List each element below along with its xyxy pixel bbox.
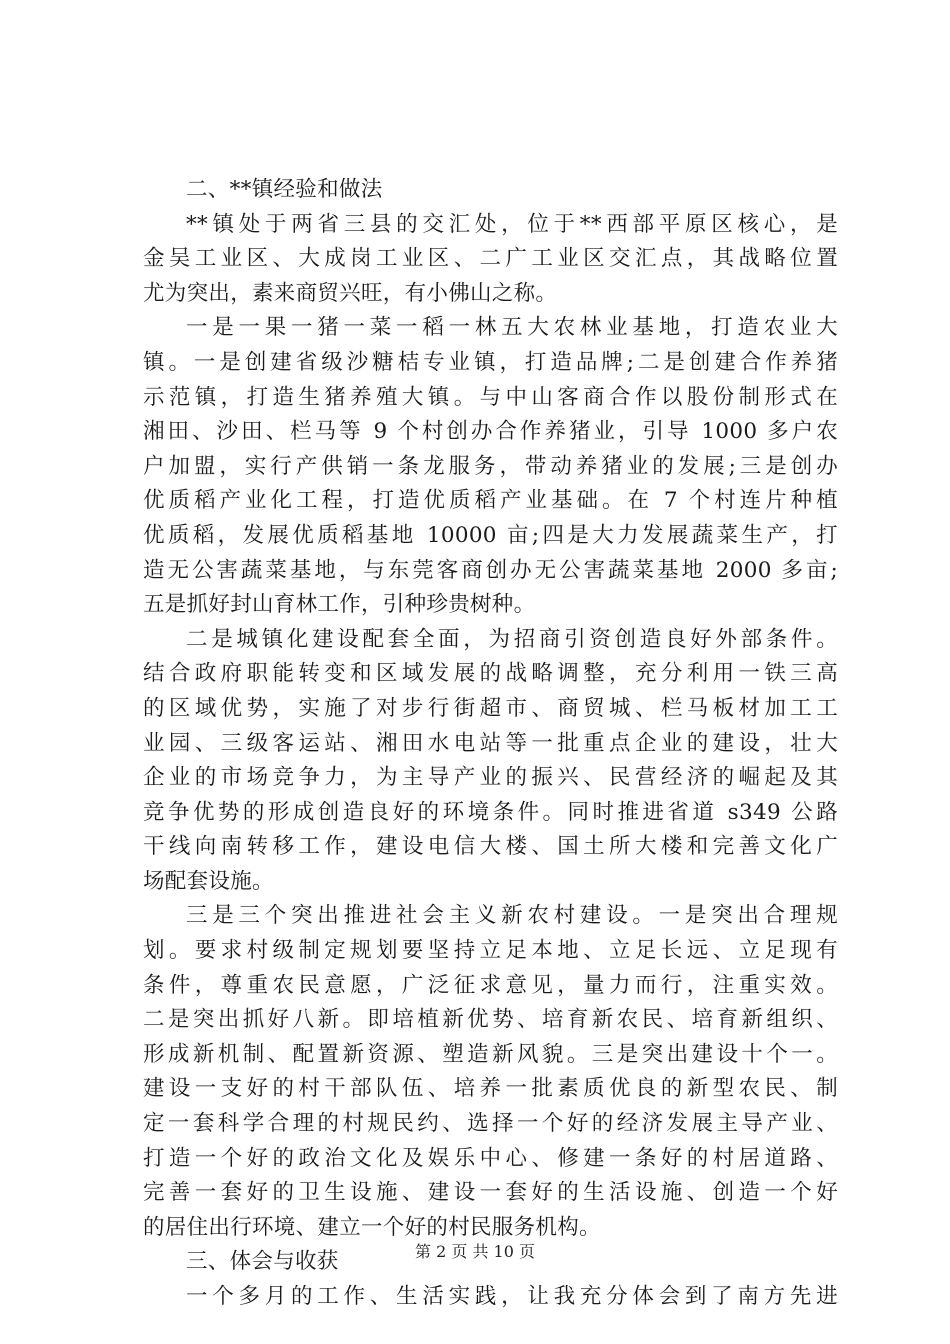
paragraph-line: 优质稻，发展优质稻基地 10000 亩;四是大力发展蔬菜生产，打 <box>143 522 838 548</box>
paragraph-line: 镇。一是创建省级沙糖桔专业镇，打造品牌;二是创建合作养猪 <box>143 349 838 375</box>
paragraph-line: 完善一套好的卫生设施、建设一套好的生活设施、创造一个好 <box>143 1180 838 1206</box>
paragraph-line: 二是突出抓好八新。即培植新优势、培育新农民、培育新组织、 <box>143 1007 838 1033</box>
paragraph-line: 优质稻产业化工程，打造优质稻产业基础。在 7 个村连片种植 <box>143 488 838 514</box>
paragraph-line: 条件，尊重农民意愿，广泛征求意见，量力而行，注重实效。 <box>143 972 838 998</box>
paragraph-line: 示范镇，打造生猪养殖大镇。与中山客商合作以股份制形式在 <box>143 384 838 410</box>
paragraph-line: **镇处于两省三县的交汇处，位于**西部平原区核心，是 <box>186 211 838 237</box>
paragraph-line: 定一套科学合理的村规民约、选择一个好的经济发展主导产业、 <box>143 1111 838 1137</box>
paragraph-line: 结合政府职能转变和区域发展的战略调整，充分利用一铁三高 <box>143 661 838 687</box>
paragraph-line: 打造一个好的政治文化及娱乐中心、修建一条好的村居道路、 <box>143 1145 838 1171</box>
paragraph-line: 的居住出行环境、建立一个好的村民服务机构。 <box>143 1214 601 1240</box>
section-heading: 三、体会与收获 <box>186 1249 339 1275</box>
paragraph-line: 业园、三级客运站、湘田水电站等一批重点企业的建设，壮大 <box>143 730 838 756</box>
paragraph-line: 户加盟，实行产供销一条龙服务，带动养猪业的发展;三是创办 <box>143 453 838 479</box>
paragraph-line: 一个多月的工作、生活实践，让我充分体会到了南方先进 <box>186 1284 838 1309</box>
paragraph-line: 湘田、沙田、栏马等 9 个村创办合作养猪业，引导 1000 多户农 <box>143 419 838 445</box>
paragraph-line: 划。要求村级制定规划要坚持立足本地、立足长远、立足现有 <box>143 938 838 964</box>
paragraph-line: 尤为突出，素来商贸兴旺，有小佛山之称。 <box>143 280 558 306</box>
paragraph-line: 三是三个突出推进社会主义新农村建设。一是突出合理规 <box>186 903 838 929</box>
paragraph-line: 造无公害蔬菜基地，与东莞客商创办无公害蔬菜基地 2000 多亩; <box>143 557 838 583</box>
paragraph-line: 竞争优势的形成创造良好的环境条件。同时推进省道 s349 公路 <box>143 799 838 825</box>
paragraph-line: 干线向南转移工作，建设电信大楼、国土所大楼和完善文化广 <box>143 834 838 860</box>
page-footer: 第 2 页 共 10 页 <box>415 1242 535 1261</box>
paragraph-line: 一是一果一猪一菜一稻一林五大农林业基地，打造农业大 <box>186 315 838 341</box>
paragraph-line: 企业的市场竞争力，为主导产业的振兴、民营经济的崛起及其 <box>143 765 838 791</box>
section-heading: 二、**镇经验和做法 <box>186 177 383 202</box>
paragraph-line: 金吴工业区、大成岗工业区、二广工业区交汇点，其战略位置 <box>143 246 838 272</box>
paragraph-line: 建设一支好的村干部队伍、培养一批素质优良的新型农民、制 <box>143 1076 838 1102</box>
paragraph-line: 二是城镇化建设配套全面，为招商引资创造良好外部条件。 <box>186 626 838 652</box>
paragraph-line: 场配套设施。 <box>143 868 274 894</box>
paragraph-line: 的区域优势，实施了对步行街超市、商贸城、栏马板材加工工 <box>143 695 838 721</box>
paragraph-line: 形成新机制、配置新资源、塑造新风貌。三是突出建设十个一。 <box>143 1041 838 1067</box>
document-body <box>143 173 838 1315</box>
paragraph-line: 五是抓好封山育林工作，引种珍贵树种。 <box>143 592 536 618</box>
